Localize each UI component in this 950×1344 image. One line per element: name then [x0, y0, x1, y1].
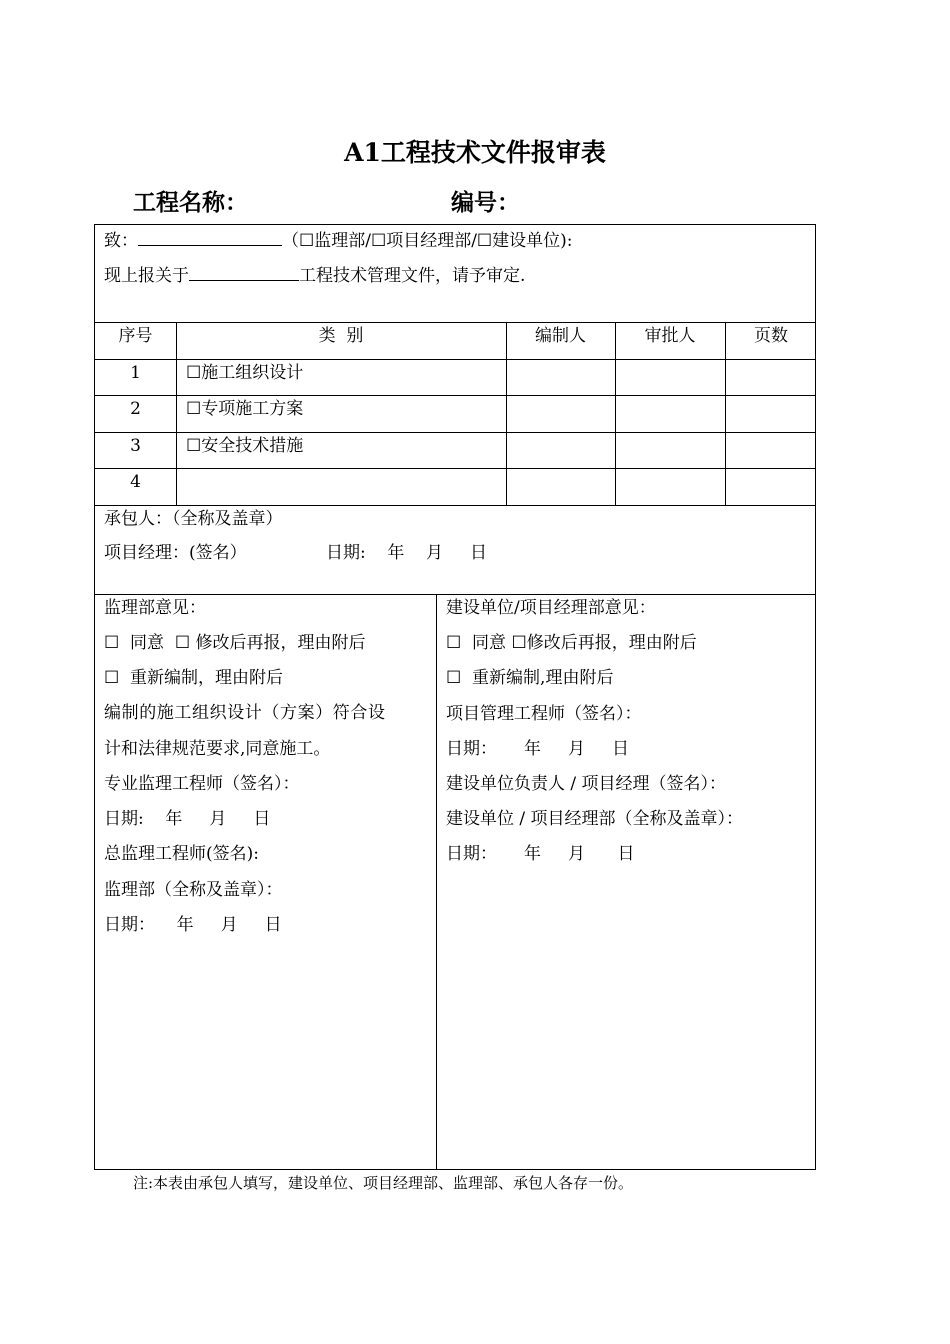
owner-unit-seal: 建设单位 / 项目经理部（全称及盖章）： — [446, 809, 744, 829]
number-label: 编号： — [451, 189, 520, 216]
owner-option-approve[interactable]: ☐ 同意 ☐修改后再报，理由附后 — [446, 633, 697, 653]
to-line — [104, 229, 573, 251]
divider — [95, 468, 815, 469]
divider — [95, 395, 815, 396]
owner-date: 日期： 年 月 日 — [446, 844, 635, 864]
form-title: A1工程技术文件报审表 — [344, 138, 606, 167]
divider — [436, 594, 437, 1170]
divider — [615, 322, 616, 505]
project-name-label: 工程名称： — [133, 189, 248, 216]
contractor-date: 日期: 年 月 日 — [326, 543, 487, 563]
divider — [95, 432, 815, 433]
report-suffix: 工程技术管理文件，请予审定. — [299, 266, 526, 286]
report-line — [104, 264, 525, 286]
supervision-date: 日期: 年 月 日 — [104, 809, 271, 829]
supervision-option-redo[interactable]: ☐ 重新编制，理由附后 — [104, 668, 284, 688]
divider — [506, 322, 507, 505]
report-prefix: 现上报关于 — [104, 266, 189, 286]
pm-engineer-sign: 项目管理工程师（签名）： — [446, 704, 642, 724]
category-checkbox[interactable]: ☐专项施工方案 — [186, 399, 304, 419]
row-number: 2 — [130, 399, 141, 419]
divider — [725, 322, 726, 505]
project-manager-sign: 项目经理：(签名） — [104, 543, 247, 563]
owner-heading: 建设单位/项目经理部意见： — [446, 598, 656, 618]
review-form-table — [94, 224, 816, 1170]
supervision-comment: 计和法律规范要求,同意施工。 — [104, 739, 331, 759]
specialist-engineer-sign: 专业监理工程师（签名）： — [104, 774, 300, 794]
supervision-option-approve[interactable]: ☐ 同意 ☐ 修改后再报，理由附后 — [104, 633, 366, 653]
supervision-heading: 监理部意见： — [104, 598, 206, 618]
footnote: 注:本表由承包人填写，建设单位、项目经理部、监理部、承包人各存一份。 — [133, 1174, 634, 1192]
category-checkbox[interactable]: ☐施工组织设计 — [186, 363, 304, 383]
category-checkbox[interactable]: ☐安全技术措施 — [186, 436, 304, 456]
divider — [176, 322, 177, 505]
supervision-date: 日期： 年 月 日 — [104, 915, 282, 935]
to-options: （☐监理部/☐项目经理部/☐建设单位): — [282, 231, 573, 251]
row-number: 1 — [130, 363, 141, 383]
row-number: 3 — [130, 436, 141, 456]
supervision-dept-seal: 监理部（全称及盖章）： — [104, 880, 283, 900]
column-header-approver: 审批人 — [644, 326, 696, 346]
divider — [95, 322, 815, 323]
owner-option-redo[interactable]: ☐ 重新编制,理由附后 — [446, 668, 614, 688]
column-header-author: 编制人 — [535, 326, 586, 346]
owner-leader-sign: 建设单位负责人 / 项目经理（签名）： — [446, 774, 727, 794]
supervision-comment: 编制的施工组织设计（方案）符合设 — [104, 703, 386, 723]
chief-engineer-sign: 总监理工程师(签名): — [104, 844, 259, 864]
divider — [95, 594, 815, 595]
report-blank[interactable] — [189, 264, 299, 281]
to-label: 致： — [104, 231, 138, 251]
divider — [95, 505, 815, 506]
row-number: 4 — [130, 472, 141, 492]
to-blank[interactable] — [138, 229, 282, 246]
contractor-seal-label: 承包人：（全称及盖章） — [104, 509, 283, 529]
column-header-category: 类 别 — [318, 326, 364, 346]
column-header-no: 序号 — [118, 326, 153, 346]
column-header-pages: 页数 — [754, 326, 788, 346]
divider — [95, 359, 815, 360]
owner-date: 日期： 年 月 日 — [446, 739, 630, 759]
